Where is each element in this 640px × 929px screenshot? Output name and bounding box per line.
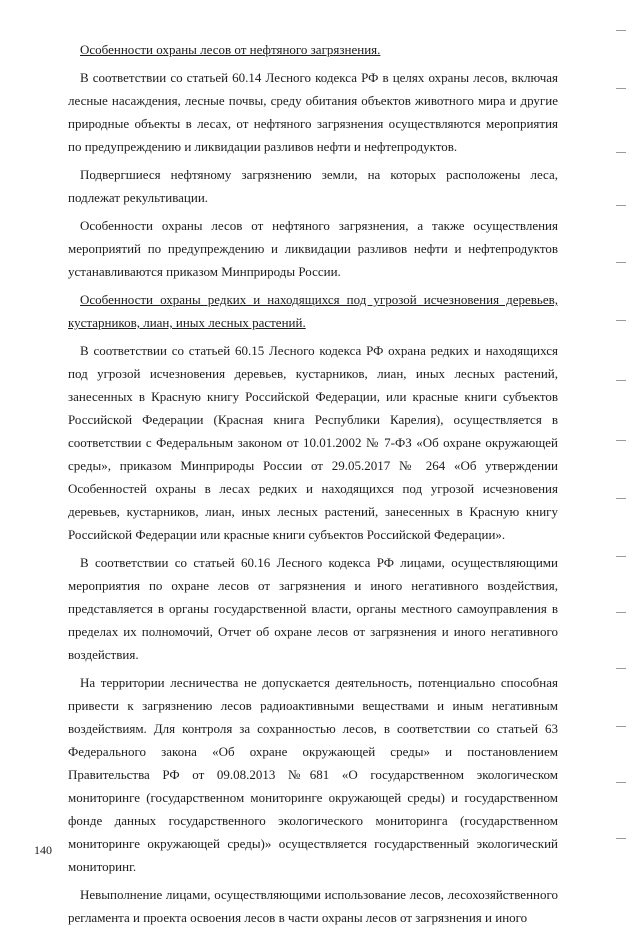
scan-margin-mark [616, 498, 626, 499]
paragraph: В соответствии со статьей 60.15 Лесного кодекса РФ охрана редких и находящихся под угрозой исчезновения деревьев, кустарников, лиан, иных лесных растений, занесенных в Красную книгу Российской Федерации, или красные книги субъектов Российской Федерации (Красная книга Республики Карелия), осуществляется в соответствии с Федеральным законом от 10.01.2002 № 7-ФЗ «Об охране окружающей среды», приказом Минприроды России от 29.05.2017 № 264 «Об утверждении Особенностей охраны в лесах редких и находящихся под угрозой исчезновения деревьев, кустарников, лиан, иных лесных растений, занесенных в Красную книгу Российской Федерации или красные книги субъектов Российской Федерации». [68, 343, 558, 542]
scan-margin-mark [616, 88, 626, 89]
paragraph: В соответствии со статьей 60.14 Лесного кодекса РФ в целях охраны лесов, включая лесные насаждения, лесные почвы, среду обитания объектов животного мира и другие природные объекты в лесах, от нефтяного загрязнения осуществляются мероприятия по предупреждению и ликвидации разливов нефти и нефтепродуктов. [68, 70, 558, 154]
scan-margin-mark [616, 152, 626, 153]
paragraph: Подвергшиеся нефтяному загрязнению земли, на которых расположены леса, подлежат рекультивации. [68, 167, 558, 205]
section-heading-rare-plants: Особенности охраны редких и находящихся под угрозой исчезновения деревьев, кустарников, лиан, иных лесных растений. [68, 292, 558, 330]
section-heading-oil-pollution: Особенности охраны лесов от нефтяного загрязнения. [80, 42, 381, 57]
scan-margin-mark [616, 30, 626, 31]
scan-margin-mark [616, 838, 626, 839]
scan-margin-mark [616, 440, 626, 441]
scan-margin-mark [616, 380, 626, 381]
paragraph: На территории лесничества не допускается деятельность, потенциально способная привести к загрязнению лесов радиоактивными веществами и иным негативным воздействиям. Для контроля за сохранностью лесов, в соответствии со статьей 63 Федерального закона «Об охране окружающей среды» и постановлением Правительства РФ от 09.08.2013 №681 «О государственном экологическом мониторинге (государственном мониторинге окружающей среды) и государственном фонде данных государственного экологического мониторинга (государственном мониторинге окружающей среды)» осуществляется государственный экологический мониторинг. [68, 675, 558, 874]
scan-margin-mark [616, 320, 626, 321]
paragraph: В соответствии со статьей 60.16 Лесного кодекса РФ лицами, осуществляющими мероприятия по охране лесов от загрязнения и иного негативного воздействия, представляется в органы государственной власти, органы местного самоуправления в пределах их полномочий, Отчет об охране лесов от загрязнения и иного негативного воздействия. [68, 555, 558, 662]
scan-margin-mark [616, 782, 626, 783]
scan-margin-mark [616, 556, 626, 557]
scan-margin-mark [616, 612, 626, 613]
scan-margin-mark [616, 668, 626, 669]
paragraph: Невыполнение лицами, осуществляющими использование лесов, лесохозяйственного регламента и проекта освоения лесов в части охраны лесов от загрязнения и иного [68, 887, 558, 925]
page-number: 140 [34, 843, 52, 857]
scan-margin-mark [616, 205, 626, 206]
paragraph: Особенности охраны лесов от нефтяного загрязнения, а также осуществления мероприятий по предупреждению и ликвидации разливов нефти и нефтепродуктов устанавливаются приказом Минприроды России. [68, 218, 558, 279]
scan-margin-mark [616, 262, 626, 263]
scan-margin-mark [616, 726, 626, 727]
